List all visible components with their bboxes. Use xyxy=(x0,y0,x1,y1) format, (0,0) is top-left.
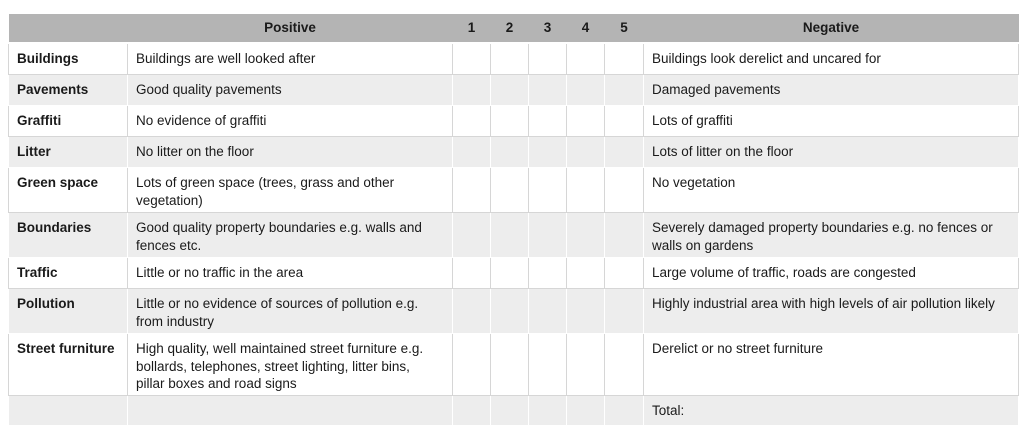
table-row-pollution xyxy=(9,289,1019,334)
table-row-litter xyxy=(9,137,1019,168)
row-label: Litter xyxy=(9,137,128,168)
score-cell-5[interactable] xyxy=(605,396,644,426)
score-cell-5[interactable] xyxy=(605,213,644,258)
positive-cell: Little or no evidence of sources of pollution e.g. from industry xyxy=(128,289,453,334)
table-row-street-furniture xyxy=(9,334,1019,396)
row-label: Street furniture xyxy=(9,334,128,396)
header-score-5: 5 xyxy=(605,14,644,43)
score-cell-5[interactable] xyxy=(605,106,644,137)
score-cell-2[interactable] xyxy=(491,396,529,426)
score-cell-4[interactable] xyxy=(567,168,605,213)
header-category xyxy=(9,14,128,43)
table-row-boundaries xyxy=(9,213,1019,258)
table-row-pavements xyxy=(9,75,1019,106)
row-label: Buildings xyxy=(9,43,128,75)
score-cell-3[interactable] xyxy=(529,213,567,258)
header-row xyxy=(9,14,1019,43)
negative-cell: Lots of graffiti xyxy=(644,106,1019,137)
negative-cell: Large volume of traffic, roads are congested xyxy=(644,258,1019,289)
header-positive: Positive xyxy=(128,14,453,43)
positive-cell: No litter on the floor xyxy=(128,137,453,168)
score-cell-3[interactable] xyxy=(529,75,567,106)
score-cell-4[interactable] xyxy=(567,258,605,289)
score-cell-2[interactable] xyxy=(491,334,529,396)
score-cell-5[interactable] xyxy=(605,334,644,396)
score-cell-5[interactable] xyxy=(605,137,644,168)
negative-cell: Damaged pavements xyxy=(644,75,1019,106)
positive-cell: High quality, well maintained street furniture e.g. bollards, telephones, street lighting, litter bins, pillar boxes and road signs xyxy=(128,334,453,396)
row-label: Graffiti xyxy=(9,106,128,137)
score-cell-5[interactable] xyxy=(605,168,644,213)
score-cell-2[interactable] xyxy=(491,213,529,258)
table-row-graffiti xyxy=(9,106,1019,137)
positive-cell: Good quality property boundaries e.g. walls and fences etc. xyxy=(128,213,453,258)
negative-cell: No vegetation xyxy=(644,168,1019,213)
score-cell-3[interactable] xyxy=(529,43,567,75)
negative-cell: Severely damaged property boundaries e.g. no fences or walls on gardens xyxy=(644,213,1019,258)
score-cell-2[interactable] xyxy=(491,43,529,75)
score-cell-4[interactable] xyxy=(567,213,605,258)
score-cell-3[interactable] xyxy=(529,106,567,137)
score-cell-1[interactable] xyxy=(453,43,491,75)
row-label: Pavements xyxy=(9,75,128,106)
row-label: Pollution xyxy=(9,289,128,334)
score-cell-1[interactable] xyxy=(453,137,491,168)
score-cell-3[interactable] xyxy=(529,289,567,334)
header-score-2: 2 xyxy=(491,14,529,43)
score-cell-1[interactable] xyxy=(453,334,491,396)
score-cell-4[interactable] xyxy=(567,289,605,334)
score-cell-4[interactable] xyxy=(567,43,605,75)
score-cell-1[interactable] xyxy=(453,168,491,213)
positive-cell: Little or no traffic in the area xyxy=(128,258,453,289)
score-cell-1[interactable] xyxy=(453,396,491,426)
negative-cell: Lots of litter on the floor xyxy=(644,137,1019,168)
row-label: Green space xyxy=(9,168,128,213)
score-cell-4[interactable] xyxy=(567,396,605,426)
table-row-buildings xyxy=(9,43,1019,75)
table-row-green-space xyxy=(9,168,1019,213)
negative-cell: Buildings look derelict and uncared for xyxy=(644,43,1019,75)
positive-cell: Good quality pavements xyxy=(128,75,453,106)
score-cell-3[interactable] xyxy=(529,168,567,213)
score-cell-1[interactable] xyxy=(453,258,491,289)
score-cell-1[interactable] xyxy=(453,106,491,137)
score-cell-5[interactable] xyxy=(605,258,644,289)
row-label: Traffic xyxy=(9,258,128,289)
score-cell-2[interactable] xyxy=(491,289,529,334)
table-row-traffic xyxy=(9,258,1019,289)
negative-cell: Highly industrial area with high levels of air pollution likely xyxy=(644,289,1019,334)
score-cell-5[interactable] xyxy=(605,75,644,106)
score-cell-2[interactable] xyxy=(491,137,529,168)
score-cell-5[interactable] xyxy=(605,289,644,334)
score-cell-3[interactable] xyxy=(529,258,567,289)
table-row-total xyxy=(9,396,1019,426)
score-cell-1[interactable] xyxy=(453,75,491,106)
score-cell-4[interactable] xyxy=(567,106,605,137)
score-cell-2[interactable] xyxy=(491,168,529,213)
score-cell-4[interactable] xyxy=(567,75,605,106)
header-score-1: 1 xyxy=(453,14,491,43)
row-label: Boundaries xyxy=(9,213,128,258)
score-cell-2[interactable] xyxy=(491,106,529,137)
score-cell-4[interactable] xyxy=(567,137,605,168)
environmental-quality-survey-table xyxy=(8,14,1019,426)
score-cell-1[interactable] xyxy=(453,289,491,334)
score-cell-4[interactable] xyxy=(567,334,605,396)
total-label-cell[interactable]: Total: xyxy=(644,396,1019,426)
header-negative: Negative xyxy=(644,14,1019,43)
score-cell-1[interactable] xyxy=(453,213,491,258)
score-cell-3[interactable] xyxy=(529,137,567,168)
positive-cell xyxy=(128,396,453,426)
score-cell-2[interactable] xyxy=(491,75,529,106)
header-score-3: 3 xyxy=(529,14,567,43)
score-cell-5[interactable] xyxy=(605,43,644,75)
score-cell-3[interactable] xyxy=(529,334,567,396)
score-cell-2[interactable] xyxy=(491,258,529,289)
negative-cell: Derelict or no street furniture xyxy=(644,334,1019,396)
positive-cell: Lots of green space (trees, grass and other vegetation) xyxy=(128,168,453,213)
row-label xyxy=(9,396,128,426)
positive-cell: Buildings are well looked after xyxy=(128,43,453,75)
header-score-4: 4 xyxy=(567,14,605,43)
positive-cell: No evidence of graffiti xyxy=(128,106,453,137)
score-cell-3[interactable] xyxy=(529,396,567,426)
